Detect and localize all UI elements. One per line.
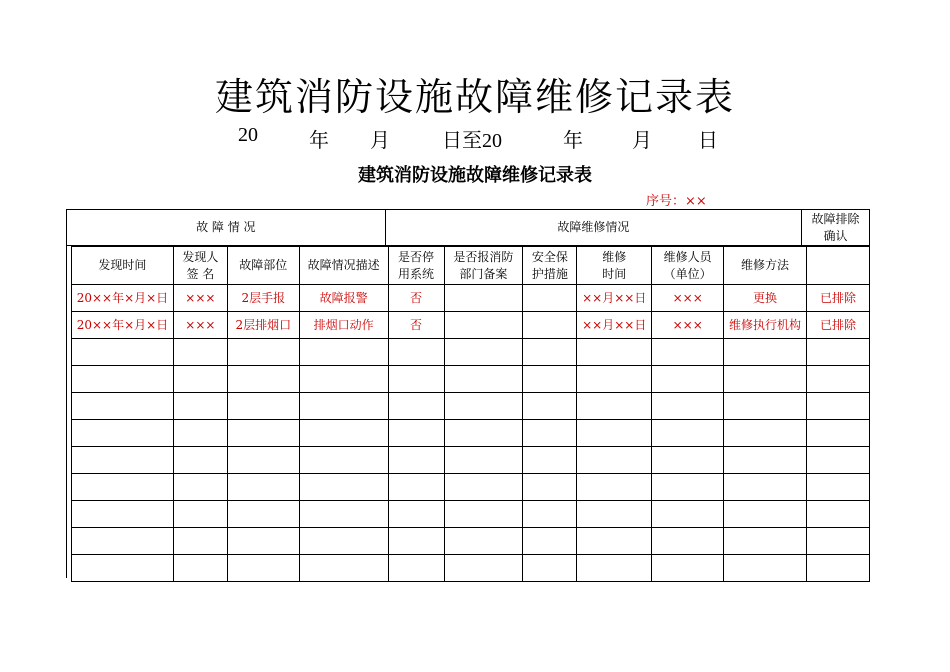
- table-cell[interactable]: [72, 474, 174, 501]
- column-header: [577, 247, 652, 285]
- date-day-2: 日: [698, 130, 718, 152]
- table-cell[interactable]: [299, 366, 388, 393]
- table-cell[interactable]: [72, 447, 174, 474]
- table-cell[interactable]: 更换: [724, 285, 807, 312]
- column-header-text: 故障部位: [239, 258, 288, 272]
- table-row: [72, 393, 870, 420]
- table-cell[interactable]: [388, 366, 444, 393]
- table-cell[interactable]: [652, 528, 724, 555]
- table-cell[interactable]: [227, 555, 299, 582]
- table-cell[interactable]: [72, 501, 174, 528]
- table-cell[interactable]: [724, 528, 807, 555]
- date-range-line: [0, 124, 950, 150]
- table-cell[interactable]: [724, 555, 807, 582]
- repair-record-table: [71, 246, 870, 582]
- table-cell[interactable]: [652, 447, 724, 474]
- table-cell[interactable]: [173, 366, 227, 393]
- table-cell[interactable]: [173, 555, 227, 582]
- table-cell[interactable]: [523, 366, 577, 393]
- table-cell[interactable]: [72, 339, 174, 366]
- table-cell[interactable]: [173, 339, 227, 366]
- column-header-text: 发现时间: [98, 258, 147, 272]
- table-cell[interactable]: [388, 501, 444, 528]
- table-cell[interactable]: [724, 501, 807, 528]
- column-header-text: 是否停: [398, 249, 435, 264]
- table-cell[interactable]: [388, 528, 444, 555]
- table-cell[interactable]: [724, 339, 807, 366]
- page-title: 建筑消防设施故障维修记录表: [214, 75, 735, 119]
- date-year-2: 年: [563, 130, 583, 152]
- table-cell[interactable]: [724, 474, 807, 501]
- column-header: [652, 247, 724, 285]
- date-day-to: 日至20: [442, 130, 502, 152]
- table-cell[interactable]: [227, 528, 299, 555]
- table-cell[interactable]: [388, 393, 444, 420]
- table-cell[interactable]: [299, 420, 388, 447]
- column-header-text: 发现人: [182, 249, 219, 264]
- table-row: [72, 474, 870, 501]
- form-subtitle: 建筑消防设施故障维修记录表: [358, 165, 592, 186]
- group-header-table: [66, 209, 870, 246]
- table-cell[interactable]: 2层排烟口: [227, 312, 299, 339]
- table-cell[interactable]: [388, 420, 444, 447]
- column-header-text: 维修方法: [741, 258, 790, 272]
- column-header: [388, 247, 444, 285]
- table-cell[interactable]: [388, 447, 444, 474]
- table-row: [72, 366, 870, 393]
- column-header: [444, 247, 523, 285]
- table-cell[interactable]: ×××: [652, 285, 724, 312]
- table-cell[interactable]: [444, 393, 523, 420]
- table-cell[interactable]: ×××: [173, 285, 227, 312]
- table-cell[interactable]: [523, 285, 577, 312]
- table-cell[interactable]: 故障报警: [299, 285, 388, 312]
- table-cell[interactable]: [577, 447, 652, 474]
- column-header: [724, 247, 807, 285]
- column-header: [173, 247, 227, 285]
- table-cell[interactable]: 排烟口动作: [299, 312, 388, 339]
- date-month-2: 月: [632, 130, 652, 152]
- table-cell[interactable]: [724, 366, 807, 393]
- table-cell[interactable]: [299, 447, 388, 474]
- table-cell[interactable]: [444, 501, 523, 528]
- column-header-text: 签 名: [186, 266, 215, 281]
- table-cell[interactable]: [173, 447, 227, 474]
- column-header-text: 用系统: [398, 266, 435, 281]
- table-cell[interactable]: [577, 528, 652, 555]
- table-cell[interactable]: [227, 339, 299, 366]
- date-year: 年: [309, 130, 329, 152]
- table-row: [72, 339, 870, 366]
- table-cell[interactable]: [523, 474, 577, 501]
- confirm-header: [802, 210, 870, 246]
- table-cell[interactable]: [388, 555, 444, 582]
- table-cell[interactable]: [523, 393, 577, 420]
- table-cell[interactable]: [388, 474, 444, 501]
- table-cell[interactable]: [807, 501, 870, 528]
- table-cell[interactable]: [523, 528, 577, 555]
- table-cell[interactable]: [807, 555, 870, 582]
- table-cell[interactable]: [299, 393, 388, 420]
- table-cell[interactable]: [577, 555, 652, 582]
- table-cell[interactable]: [577, 393, 652, 420]
- table-cell[interactable]: [523, 501, 577, 528]
- table-cell[interactable]: [444, 474, 523, 501]
- table-cell[interactable]: [299, 528, 388, 555]
- table-cell[interactable]: [444, 339, 523, 366]
- table-cell[interactable]: [444, 366, 523, 393]
- table-left-border: [66, 246, 67, 578]
- table-cell[interactable]: [652, 555, 724, 582]
- table-cell[interactable]: [724, 420, 807, 447]
- table-row: [72, 447, 870, 474]
- table-cell[interactable]: [227, 501, 299, 528]
- table-cell[interactable]: [444, 285, 523, 312]
- table-row: [72, 420, 870, 447]
- table-cell[interactable]: [652, 420, 724, 447]
- date-prefix: 20: [238, 124, 258, 146]
- table-cell[interactable]: [72, 555, 174, 582]
- serial-number: 序号：××: [646, 194, 707, 209]
- table-cell[interactable]: [523, 447, 577, 474]
- table-cell[interactable]: [577, 366, 652, 393]
- column-header: [299, 247, 388, 285]
- table-cell[interactable]: [577, 501, 652, 528]
- column-header-text: 护措施: [531, 266, 568, 281]
- column-header-row: [72, 247, 870, 285]
- table-cell[interactable]: [72, 420, 174, 447]
- column-header: [72, 247, 174, 285]
- table-cell[interactable]: [724, 447, 807, 474]
- table-cell[interactable]: [652, 366, 724, 393]
- table-cell[interactable]: [173, 393, 227, 420]
- table-cell[interactable]: 2层手报: [227, 285, 299, 312]
- table-row: [72, 285, 870, 312]
- table-row: [72, 528, 870, 555]
- column-header-text: （单位）: [663, 266, 712, 281]
- table-cell[interactable]: [652, 501, 724, 528]
- table-cell[interactable]: [652, 393, 724, 420]
- table-cell[interactable]: 已排除: [807, 285, 870, 312]
- table-cell[interactable]: ×××: [652, 312, 724, 339]
- column-header-text: 是否报消防: [453, 249, 514, 264]
- table-cell[interactable]: [807, 366, 870, 393]
- confirm-header-line-1: 故障排除: [811, 211, 860, 226]
- table-cell[interactable]: [807, 528, 870, 555]
- table-cell[interactable]: [299, 555, 388, 582]
- table-cell[interactable]: [577, 474, 652, 501]
- table-cell[interactable]: [444, 555, 523, 582]
- table-cell[interactable]: [173, 474, 227, 501]
- column-header: [227, 247, 299, 285]
- table-cell[interactable]: [227, 393, 299, 420]
- table-cell[interactable]: 否: [388, 285, 444, 312]
- column-header: [523, 247, 577, 285]
- table-cell[interactable]: [173, 528, 227, 555]
- confirm-header-line-2: 确认: [823, 228, 848, 243]
- table-cell[interactable]: [227, 366, 299, 393]
- table-cell[interactable]: [523, 312, 577, 339]
- column-header-text: 时间: [602, 266, 627, 281]
- fault-status-header: 故 障 情 况: [67, 210, 386, 246]
- table-cell[interactable]: [227, 420, 299, 447]
- table-cell[interactable]: [444, 420, 523, 447]
- repair-status-header: 故障维修情况: [385, 210, 801, 246]
- table-cell[interactable]: [652, 474, 724, 501]
- column-header-text: 安全保: [531, 249, 568, 264]
- table-cell[interactable]: [807, 393, 870, 420]
- table-cell[interactable]: 已排除: [807, 312, 870, 339]
- table-cell[interactable]: 否: [388, 312, 444, 339]
- table-cell[interactable]: [523, 339, 577, 366]
- table-cell[interactable]: [173, 501, 227, 528]
- column-header-text: 维修人员: [663, 249, 712, 264]
- column-header-text: 维修: [602, 249, 627, 264]
- table-cell[interactable]: [72, 393, 174, 420]
- table-cell[interactable]: [299, 474, 388, 501]
- date-month: 月: [370, 130, 390, 152]
- table-cell[interactable]: [227, 474, 299, 501]
- column-header-text: 部门备案: [459, 266, 508, 281]
- table-cell[interactable]: [173, 420, 227, 447]
- table-cell[interactable]: [227, 447, 299, 474]
- column-header-text: 故障情况描述: [307, 258, 380, 272]
- table-cell[interactable]: ×××: [173, 312, 227, 339]
- table-cell[interactable]: [523, 420, 577, 447]
- table-cell[interactable]: [724, 393, 807, 420]
- table-cell[interactable]: [807, 420, 870, 447]
- table-cell[interactable]: [444, 312, 523, 339]
- table-cell[interactable]: [807, 447, 870, 474]
- table-cell[interactable]: [577, 339, 652, 366]
- table-cell[interactable]: [388, 339, 444, 366]
- table-cell[interactable]: [523, 555, 577, 582]
- table-cell[interactable]: [72, 528, 174, 555]
- table-row: [72, 312, 870, 339]
- table-cell[interactable]: [299, 501, 388, 528]
- column-header: [807, 247, 870, 285]
- table-cell[interactable]: [577, 420, 652, 447]
- table-cell[interactable]: 20××年×月×日: [72, 312, 174, 339]
- table-cell[interactable]: [652, 339, 724, 366]
- table-cell[interactable]: [807, 474, 870, 501]
- table-row: [72, 555, 870, 582]
- table-cell[interactable]: [807, 339, 870, 366]
- table-cell[interactable]: [444, 447, 523, 474]
- table-cell[interactable]: [299, 339, 388, 366]
- table-cell[interactable]: ××月××日: [577, 312, 652, 339]
- table-cell[interactable]: 20××年×月×日: [72, 285, 174, 312]
- table-cell[interactable]: 维修执行机构: [724, 312, 807, 339]
- table-cell[interactable]: [72, 366, 174, 393]
- table-cell[interactable]: [444, 528, 523, 555]
- table-row: [72, 501, 870, 528]
- table-cell[interactable]: ××月××日: [577, 285, 652, 312]
